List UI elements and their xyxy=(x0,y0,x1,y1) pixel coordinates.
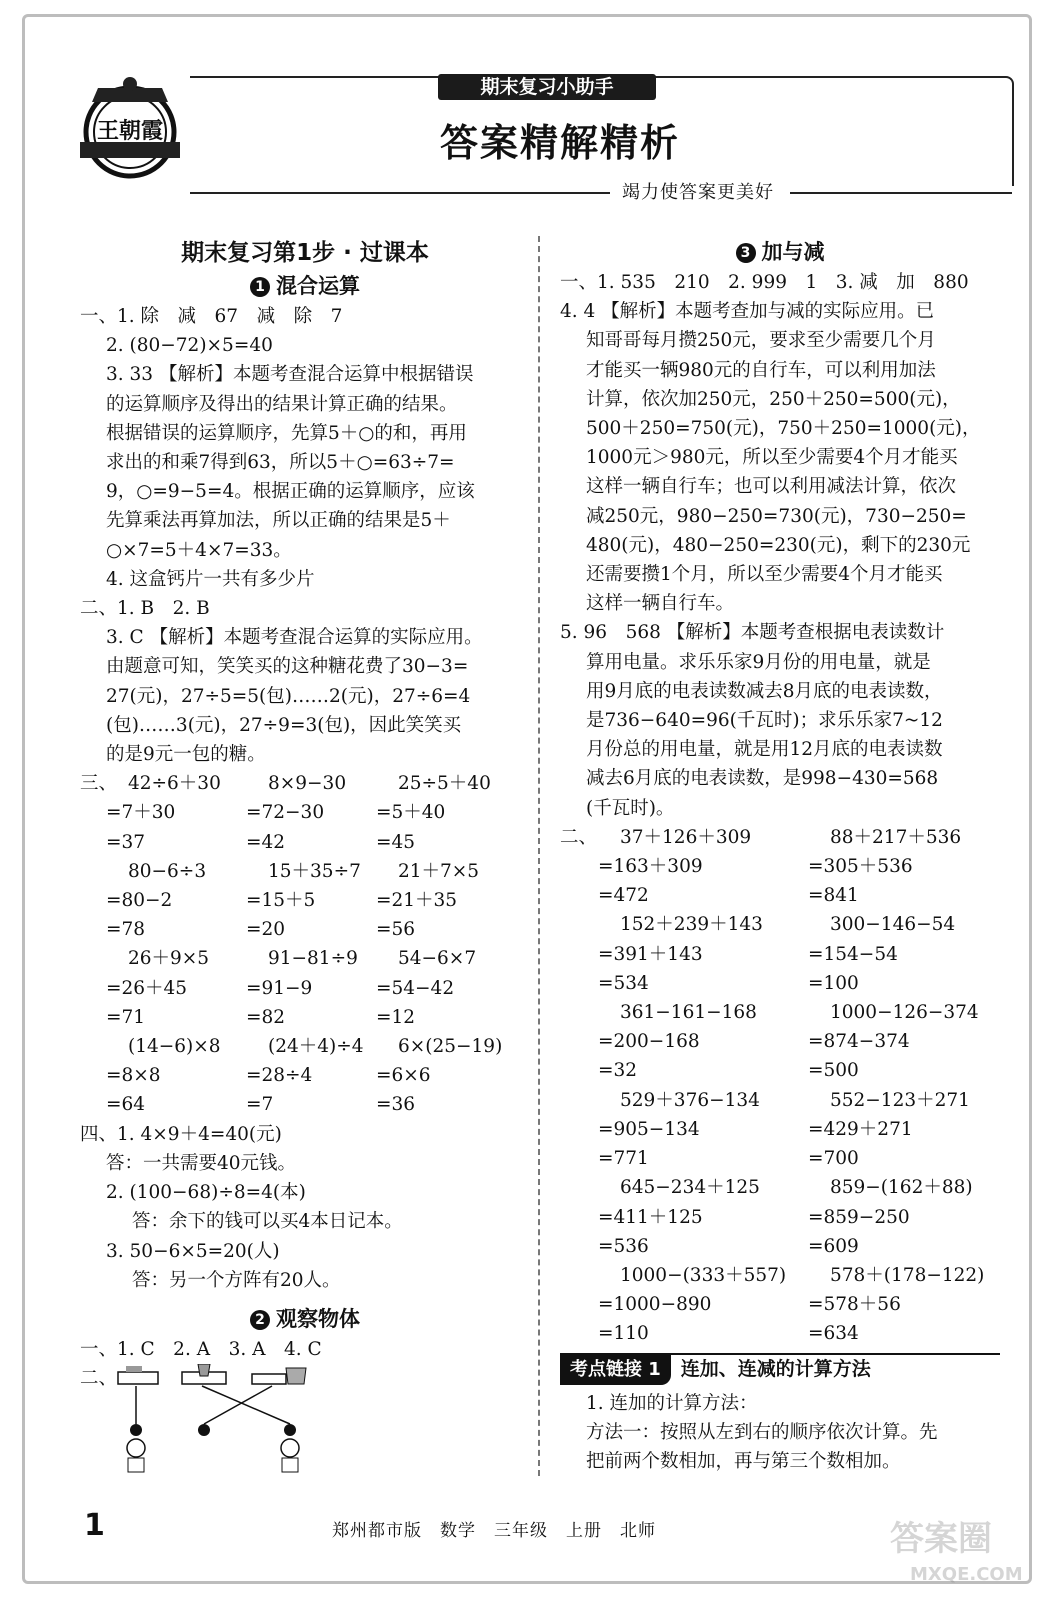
answer-line: 4. 4 【解析】本题考查加与减的实际应用。已 xyxy=(560,301,935,323)
calc-step: =54−42 xyxy=(376,977,455,999)
calc-step: (24＋4)÷4 xyxy=(268,1036,364,1058)
calc-step: =700 xyxy=(808,1148,859,1170)
answer-line: 500＋250=750(元)，750＋250=1000(元)， xyxy=(586,418,981,440)
calc-step: =859−250 xyxy=(808,1206,910,1228)
calc-step: 25÷5＋40 xyxy=(398,773,491,795)
header-slogan: 竭力使答案更美好 xyxy=(622,182,774,203)
calc-step: =8×8 xyxy=(106,1065,161,1087)
calc-step: =42 xyxy=(246,831,286,853)
answer-line: 480(元)，480−250=230(元)，剩下的230元 xyxy=(586,534,971,556)
calc-step: 6×(25−19) xyxy=(398,1036,503,1058)
answer-line: 这样一辆自行车。 xyxy=(586,593,735,615)
calc-step: 1000−(333＋557) xyxy=(620,1264,787,1286)
calc-step: =771 xyxy=(598,1148,649,1170)
answer-line: 3. 33 【解析】本题考查混合运算中根据错误 xyxy=(106,364,474,386)
calc-step: =26＋45 xyxy=(106,977,188,999)
header-tagline: 期末复习小助手 xyxy=(438,74,656,100)
calc-step: 300−146−54 xyxy=(830,914,956,936)
calc-step: 1000−126−374 xyxy=(830,1002,979,1024)
section-number-badge: 2 xyxy=(250,1310,270,1330)
calc-step: =411＋125 xyxy=(598,1206,703,1228)
section-number-badge: 1 xyxy=(250,277,270,297)
calc-step: 361−161−168 xyxy=(620,1002,757,1024)
answer-line: 2. (80−72)×5=40 xyxy=(106,335,273,357)
calc-step: =7 xyxy=(246,1094,274,1116)
answer-line: 算用电量。求乐乐家9月份的用电量，就是 xyxy=(586,651,931,673)
answer-line: 3. C 【解析】本题考查混合运算的实际应用。 xyxy=(106,627,483,649)
calc-step: =163＋309 xyxy=(598,856,703,878)
answer-line: 一、1. 535 210 2. 999 1 3. 减 加 880 xyxy=(560,272,969,293)
page-title: 答案精解精析 xyxy=(439,121,680,165)
calc-step: =534 xyxy=(598,972,649,994)
observe-figure xyxy=(80,1364,530,1474)
answer-line: 答：另一个方阵有20人。 xyxy=(132,1269,341,1291)
calc-step: 80−6÷3 xyxy=(128,860,207,882)
calc-label: 三、 xyxy=(80,773,118,795)
answer-line: 这样一辆自行车；也可以利用减法计算，依次 xyxy=(586,476,957,498)
calc-step: =82 xyxy=(246,1006,286,1028)
calc-step: 15＋35÷7 xyxy=(268,860,361,882)
calc-step: =91−9 xyxy=(246,977,313,999)
calc-step: =45 xyxy=(376,831,416,853)
header-rule-left xyxy=(190,192,610,194)
calc-block xyxy=(80,769,530,1119)
footer-info: 郑州都市版 数学 三年级 上册 北师 xyxy=(332,1521,656,1541)
calc-step: =7＋30 xyxy=(106,802,176,824)
calc-step: =56 xyxy=(376,919,416,941)
calc-step: =5＋40 xyxy=(376,802,446,824)
calc-step: =536 xyxy=(598,1235,649,1257)
calc-step: 552−123＋271 xyxy=(830,1089,970,1111)
calc-step: =37 xyxy=(106,831,146,853)
answer-line: 减250元，980−250=730(元)，730−250= xyxy=(586,505,967,527)
answer-line: 一、1. C 2. A 3. A 4. C xyxy=(80,1338,322,1360)
watermark-logo-icon xyxy=(880,1510,1030,1590)
answer-line: 答：余下的钱可以买4本日记本。 xyxy=(132,1211,403,1233)
key-point-title: 连加、连减的计算方法 xyxy=(680,1357,871,1380)
page-number: 1 xyxy=(84,1508,105,1543)
calc-step: =500 xyxy=(808,1060,859,1082)
application-answers xyxy=(80,1120,530,1295)
section-main-title: 期末复习第1步 · 过课本 xyxy=(181,240,429,266)
calc-step: 37＋126＋309 xyxy=(620,826,752,848)
calc-step: =578＋56 xyxy=(808,1294,901,1316)
answer-line: 先算乘法再算加法，所以正确的结果是5＋ xyxy=(106,510,451,532)
calc-step: =32 xyxy=(598,1060,638,1082)
answer-line: 还需要攒1个月，所以至少需要4个月才能买 xyxy=(586,564,943,586)
calc-step: =391＋143 xyxy=(598,943,703,965)
key-point-line: 方法一：按照从左到右的顺序依次计算。先 xyxy=(586,1421,938,1443)
section-2-heading xyxy=(80,1303,530,1335)
page-header xyxy=(70,74,1012,203)
page-footer xyxy=(84,1508,944,1544)
answer-line: 月份总的用电量，就是用12月底的电表读数 xyxy=(586,739,943,761)
section-1-heading xyxy=(80,270,530,302)
calc-label: 二、 xyxy=(560,826,598,848)
answer-line: (千瓦时)。 xyxy=(586,797,675,819)
section-number-badge: 3 xyxy=(736,243,756,263)
calc-step: =6×6 xyxy=(376,1065,431,1087)
answer-line: 减去6月底的电表读数，是998−430=568 xyxy=(586,768,939,790)
calc-step: =80−2 xyxy=(106,890,173,912)
answer-line: 9，○=9−5=4。根据正确的运算顺序，应该 xyxy=(106,481,475,503)
calc-step: =905−134 xyxy=(598,1118,700,1140)
answer-line: 二、1. B 2. B xyxy=(80,598,210,620)
answer-line: 4. 这盒钙片一共有多少片 xyxy=(106,568,315,590)
calc-step: =305＋536 xyxy=(808,856,913,878)
answer-line: 的运算顺序及得出的结果计算正确的结果。 xyxy=(106,393,458,415)
calc-step: 88＋217＋536 xyxy=(830,826,962,848)
calc-step: =12 xyxy=(376,1006,416,1028)
key-point-link xyxy=(560,1353,1000,1385)
section-3-heading xyxy=(560,236,1000,268)
svg-text:答案圈: 答案圈 xyxy=(890,1519,992,1559)
calc-step: 91−81÷9 xyxy=(268,948,358,970)
calc-step: 42÷6＋30 xyxy=(128,773,221,795)
calc-step: 645−234＋125 xyxy=(620,1177,760,1199)
answer-line: 根据错误的运算顺序，先算5＋○的和，再用 xyxy=(106,422,467,444)
calc-step: =15＋5 xyxy=(246,890,316,912)
calc-step: 26＋9×5 xyxy=(128,948,210,970)
calc-step: 529＋376−134 xyxy=(620,1089,760,1111)
calc-step: =841 xyxy=(808,885,859,907)
brand-logo-icon xyxy=(70,74,190,184)
key-point-line: 1. 连加的计算方法： xyxy=(586,1392,758,1414)
calc-step: =429＋271 xyxy=(808,1118,913,1140)
answer-line: ○×7=5＋4×7=33。 xyxy=(106,539,292,561)
answer-line: 求出的和乘7得到63，所以5＋○=63÷7= xyxy=(106,452,455,474)
answer-line: 3. 50−6×5=20(人) xyxy=(106,1240,280,1262)
calc-step: (14−6)×8 xyxy=(128,1036,221,1058)
calc-step: 152＋239＋143 xyxy=(620,914,763,936)
calc-step: 578＋(178−122) xyxy=(830,1264,985,1286)
left-column xyxy=(80,236,530,1474)
answer-line: 由题意可知，笑笑买的这种糖花费了30−3= xyxy=(106,656,469,678)
key-point-line: 把前两个数相加，再与第三个数相加。 xyxy=(586,1450,901,1472)
section-1-title: 混合运算 xyxy=(276,274,360,298)
calc-step: =154−54 xyxy=(808,943,898,965)
calc-step: =1000−890 xyxy=(598,1294,712,1316)
answer-line: 是736−640=96(千瓦时)；求乐乐家7~12 xyxy=(586,710,943,732)
calc-step: =472 xyxy=(598,885,649,907)
calc-step: =36 xyxy=(376,1094,416,1116)
section-2-title: 观察物体 xyxy=(276,1306,360,1331)
calc-grid xyxy=(80,769,530,1119)
answer-line: 1000元＞980元，所以至少需要4个月才能买 xyxy=(586,447,958,469)
calc-step: =609 xyxy=(808,1235,859,1257)
calc-step: 859−(162＋88) xyxy=(830,1177,973,1199)
section-3-answers xyxy=(560,268,1000,823)
calc-step: 21＋7×5 xyxy=(398,860,480,882)
calc-step: =28÷4 xyxy=(246,1065,313,1087)
column-divider xyxy=(538,236,540,1476)
header-rule-right xyxy=(790,192,1012,194)
answer-line: 答：一共需要40元钱。 xyxy=(106,1152,297,1174)
answer-line: 用9月底的电表读数减去8月底的电表读数， xyxy=(586,680,943,702)
right-column xyxy=(560,236,1000,1476)
calc-step: 8×9−30 xyxy=(268,773,347,795)
answer-line: 2. (100−68)÷8=4(本) xyxy=(106,1182,306,1204)
answer-line: 的是9元一包的糖。 xyxy=(106,744,266,766)
answer-line: (包)……3(元)，27÷9=3(包)，因此笑笑买 xyxy=(106,714,462,736)
section-3-title: 加与减 xyxy=(761,240,825,264)
section-1-answers xyxy=(80,302,530,769)
answer-line: 计算，依次加250元，250＋250=500(元)， xyxy=(586,388,961,410)
calc-step: =200−168 xyxy=(598,1031,700,1053)
calc-step: =634 xyxy=(808,1323,859,1345)
calc-step: =874−374 xyxy=(808,1031,910,1053)
answer-label: 二、 xyxy=(80,1368,118,1390)
calc-step: =20 xyxy=(246,919,286,941)
calc-step: =78 xyxy=(106,919,146,941)
answer-line: 才能买一辆980元的自行车，可以利用加法 xyxy=(586,359,936,381)
calc-step: 54−6×7 xyxy=(398,948,477,970)
calc-step: =21＋35 xyxy=(376,890,458,912)
calc-step: =72−30 xyxy=(246,802,325,824)
svg-text:王朝霞: 王朝霞 xyxy=(96,118,164,144)
calc-block xyxy=(560,823,1000,1349)
key-point-content xyxy=(560,1385,1000,1477)
answer-line: 5. 96 568 【解析】本题考查根据电表读数计 xyxy=(560,622,945,644)
answer-line: 一、1. 除 减 67 减 除 7 xyxy=(80,306,343,327)
calc-step: =64 xyxy=(106,1094,146,1116)
calc-step: =100 xyxy=(808,972,859,994)
svg-text:MXQE.COM: MXQE.COM xyxy=(910,1564,1023,1585)
matching-diagram-icon xyxy=(110,1364,370,1474)
answer-line: 知哥哥每月攒250元，要求至少需要几个月 xyxy=(586,330,936,352)
answer-line: 27(元)，27÷5=5(包)……2(元)，27÷6=4 xyxy=(106,685,471,707)
calc-grid xyxy=(560,823,1000,1349)
calc-step: =110 xyxy=(598,1323,649,1345)
key-point-tag: 考点链接 1 xyxy=(560,1355,671,1385)
calc-step: =71 xyxy=(106,1006,146,1028)
answer-line: 四、1. 4×9＋4=40(元) xyxy=(80,1123,282,1145)
